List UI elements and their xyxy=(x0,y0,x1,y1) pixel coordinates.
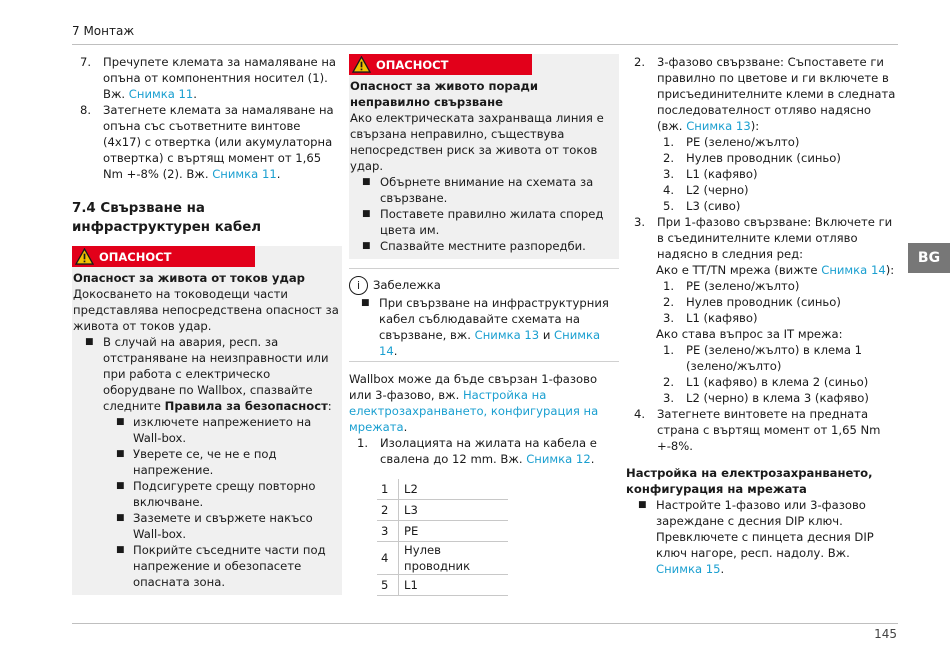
step-8: 8. Затегнете клемата за намаляване на опъна със съответните винтове (4x17) с отвертка (или акумулаторна отвертка) с въртящ момент от 1,65 Nm +-8% (2). Вж. Снимка 11. xyxy=(80,103,334,181)
link-figure-13[interactable]: Снимка 13 xyxy=(686,119,751,133)
column-2 xyxy=(349,54,619,596)
bullet-icon: ■ xyxy=(362,241,371,251)
wire-table xyxy=(377,479,508,596)
table-row: 4 Нулев проводник xyxy=(377,542,508,575)
link-figure-15[interactable]: Снимка 15 xyxy=(656,562,721,576)
safety-rule-item: ■ изключете напрежението на Wall-box. xyxy=(116,415,312,445)
danger-label: ОПАСНОСТ xyxy=(72,246,255,267)
table-row: 5 L1 xyxy=(377,575,508,596)
danger-text: Докосването на тоководещи части представлява непосредствена опасност за живота от токов удар. xyxy=(73,287,339,333)
section-title: 7.4 Свързване на инфраструктурен кабел xyxy=(72,201,262,235)
danger-label: ОПАСНОСТ xyxy=(349,54,532,75)
bullet-icon: ■ xyxy=(85,337,94,347)
bullet-icon: ■ xyxy=(638,500,647,510)
danger-box xyxy=(72,246,342,595)
header-rule xyxy=(72,44,898,45)
table-row: 3 PE xyxy=(377,521,508,542)
column-3 xyxy=(626,54,898,577)
link-power-config[interactable]: Настройка на електрозахранването, конфигурация на мрежата xyxy=(349,388,599,434)
list-item: 3. L1 (кафяво) xyxy=(663,311,758,325)
danger-title: Опасност за живото поради неправилно свързване xyxy=(350,79,539,109)
danger-bullet: ■ Поставете правилно жилата според цвета им. xyxy=(362,207,604,237)
step-4: 4. Затегнете винтовете на предната страна с въртящ момент от 1,65 Nm +-8%. xyxy=(634,407,881,453)
table-row: 1 L2 xyxy=(377,479,508,500)
list-item: 2. Нулев проводник (синьо) xyxy=(663,295,841,309)
danger-bullet: ■ В случай на авария, респ. за отстраняване на неизправности или при работа с електрическо оборудване по Wallbox, спазвайте следните Правила за безопасност: xyxy=(85,335,332,413)
safety-rule-item: ■ Уверете се, че не е под напрежение. xyxy=(116,447,277,477)
list-item: 3. L1 (кафяво) xyxy=(663,167,758,181)
list-item: 3. L2 (черно) в клема 3 (кафяво) xyxy=(663,391,869,405)
list-item: 5. L3 (сиво) xyxy=(663,199,741,213)
step-2: 2. 3-фазово свързване: Съпоставете ги правилно по цветове и ги включете в присъединителните клеми в следната последователност отляво надясно (вж. Снимка 13): xyxy=(634,55,896,133)
danger-bullet: ■ Обърнете внимание на схемата за свързване. xyxy=(362,175,594,205)
link-figure-14[interactable]: Снимка 14 xyxy=(379,328,601,358)
footer-rule xyxy=(72,623,898,624)
bullet-icon: ■ xyxy=(116,417,125,427)
danger-text: Ако електрическата захранваща линия е свързана неправилно, съществува непосредствен риск за живота от токов удар. xyxy=(350,111,604,173)
link-figure-12[interactable]: Снимка 12 xyxy=(526,452,591,466)
safety-rule-item: ■ Покрийте съседните части под напрежение и обезопасете опасната зона. xyxy=(116,543,326,589)
phase-paragraph: Wallbox може да бъде свързан 1-фазово или 3-фазово, вж. Настройка на електрозахранването, конфигурация на мрежата. xyxy=(349,372,599,434)
link-figure-14[interactable]: Снимка 14 xyxy=(821,263,886,277)
bullet-icon: ■ xyxy=(116,513,125,523)
link-figure-11[interactable]: Снимка 11 xyxy=(128,87,194,101)
bullet-icon: ■ xyxy=(116,545,125,555)
it-network-line: Ако става въпрос за IT мрежа: xyxy=(656,327,843,341)
step-7: 7. Пречупете клемата за намаляване на опъна от компонентния носител (1). Вж. Снимка 11. xyxy=(80,55,337,101)
list-item: 2. L1 (кафяво) в клема 2 (синьо) xyxy=(663,375,869,389)
bullet-icon: ■ xyxy=(116,449,125,459)
power-config-heading: Настройка на електрозахранването, конфигурация на мрежата xyxy=(626,466,873,496)
link-figure-13[interactable]: Снимка 13 xyxy=(474,328,540,342)
list-item: 2. Нулев проводник (синьо) xyxy=(663,151,841,165)
danger-box xyxy=(349,54,619,259)
bullet-icon: ■ xyxy=(362,209,371,219)
note-header: i Забележка xyxy=(349,276,619,295)
safety-rule-item: ■ Заземете и свържете накъсо Wall-box. xyxy=(116,511,313,541)
warning-icon xyxy=(352,56,371,73)
tt-network-line: Ако е TT/TN мрежа (вижте Снимка 14): xyxy=(656,263,895,277)
column-1 xyxy=(72,54,342,595)
power-config-bullet: ■ Настройте 1-фазово или 3-фазово зареждане с десния DIP ключ. Превключете с пинцета десния DIP ключ нагоре, респ. надолу. Вж. Снимка 15. xyxy=(638,498,874,576)
step-3: 3. При 1-фазово свързване: Включете ги в съединителните клеми отляво надясно в следния ред: xyxy=(634,215,893,261)
note-bullet: ■ При свързване на инфраструктурния кабел съблюдавайте схемата на свързване, вж. Снимка 13 и Снимка 14. xyxy=(361,296,609,358)
bullet-icon: ■ xyxy=(116,481,125,491)
note-box xyxy=(349,268,619,362)
list-item: 1. PE (зелено/жълто) в клема 1 (зелено/жълто) xyxy=(663,343,863,373)
danger-bullet: ■ Спазвайте местните разпоредби. xyxy=(362,239,586,253)
list-item: 1. PE (зелено/жълто) xyxy=(663,135,800,149)
table-row: 2 L3 xyxy=(377,500,508,521)
list-item: 4. L2 (черно) xyxy=(663,183,749,197)
step-1: 1. Изолацията на жилата на кабела е свалена до 12 mm. Вж. Снимка 12. xyxy=(357,436,597,466)
bullet-icon: ■ xyxy=(362,177,371,187)
link-figure-11[interactable]: Снимка 11 xyxy=(212,167,277,181)
list-item: 1. PE (зелено/жълто) xyxy=(663,279,800,293)
page-number: 145 xyxy=(874,627,897,641)
bullet-icon: ■ xyxy=(361,298,370,308)
warning-icon xyxy=(75,248,94,265)
chapter-header: 7 Монтаж xyxy=(72,24,135,38)
language-tab: BG xyxy=(908,243,950,273)
info-icon: i xyxy=(349,276,368,295)
safety-rule-item: ■ Подсигурете срещу повторно включване. xyxy=(116,479,316,509)
danger-title: Опасност за живота от токов удар xyxy=(73,271,305,285)
